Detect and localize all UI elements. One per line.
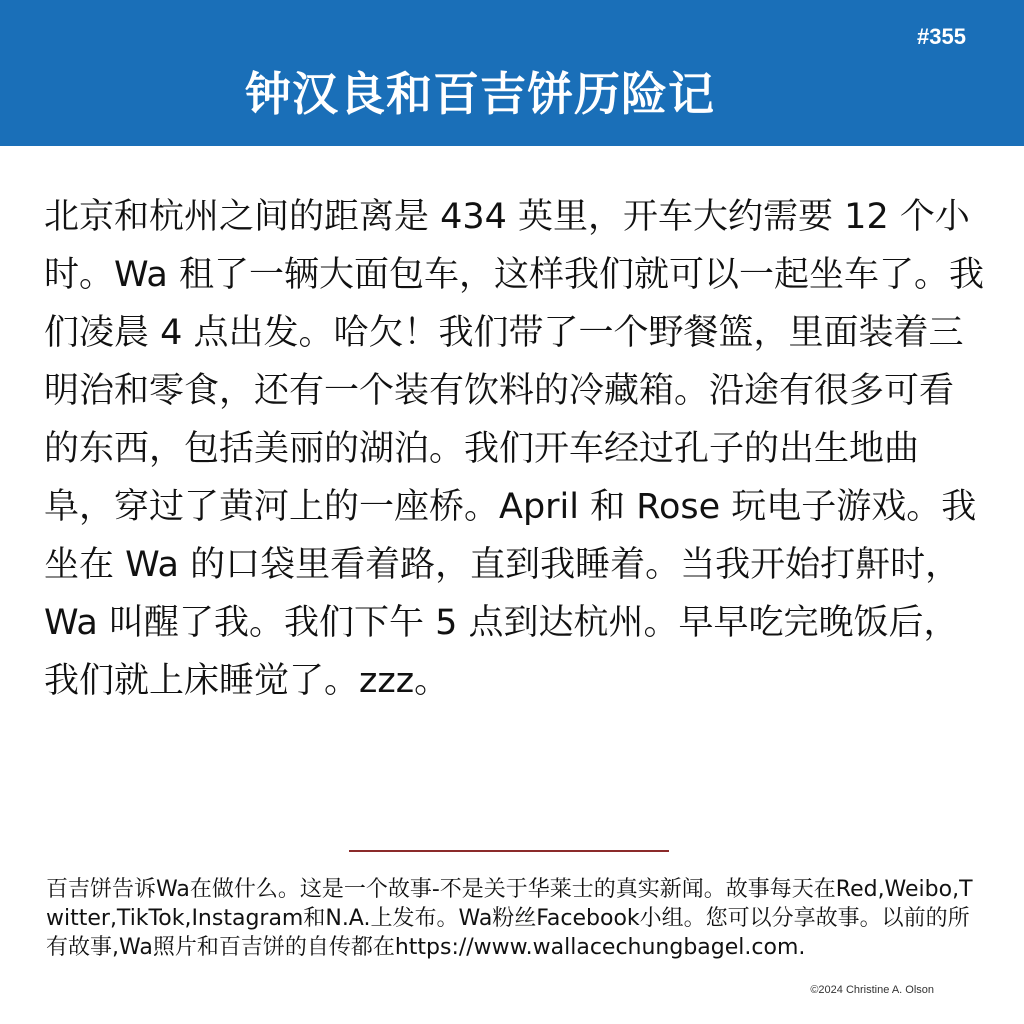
story-text: 北京和杭州之间的距离是 434 英里，开车大约需要 12 个小时。Wa 租了一辆大面包车，这样我们就可以一起坐车了。我们凌晨 4 点出发。哈欠！我们带了一个野餐篮，里面装着三明治和零食，还有一个装有饮料的冷藏箱。沿途有很多可看的东西，包括美丽的湖泊。我们开车经过孔子的出生地曲阜，穿过了黄河上的一座桥。April 和 Rose 玩电子游戏。我坐在 Wa 的口袋里看着路，直到我睡着。当我开始打鼾时，Wa 叫醒了我。我们下午 5 点到达杭州。早早吃完晚饭后，我们就上床睡觉了。zzz。 [44, 197, 984, 701]
page-title: 钟汉良和百吉饼历险记 [245, 67, 715, 121]
episode-number: #355 [917, 24, 966, 49]
copyright: ©2024 Christine A. Olson [810, 984, 934, 996]
header-banner [0, 0, 1024, 146]
divider [349, 850, 669, 852]
footer-note: 百吉饼告诉Wa在做什么。这是一个故事-不是关于华莱士的真实新闻。故事每天在Red,Weibo,Twitter,TikTok,Instagram和N.A.上发布。Wa粉丝Facebook小组。您可以分享故事。以前的所有故事,Wa照片和百吉饼的自传都在https://www.wallacechungbagel.com. [46, 877, 973, 960]
